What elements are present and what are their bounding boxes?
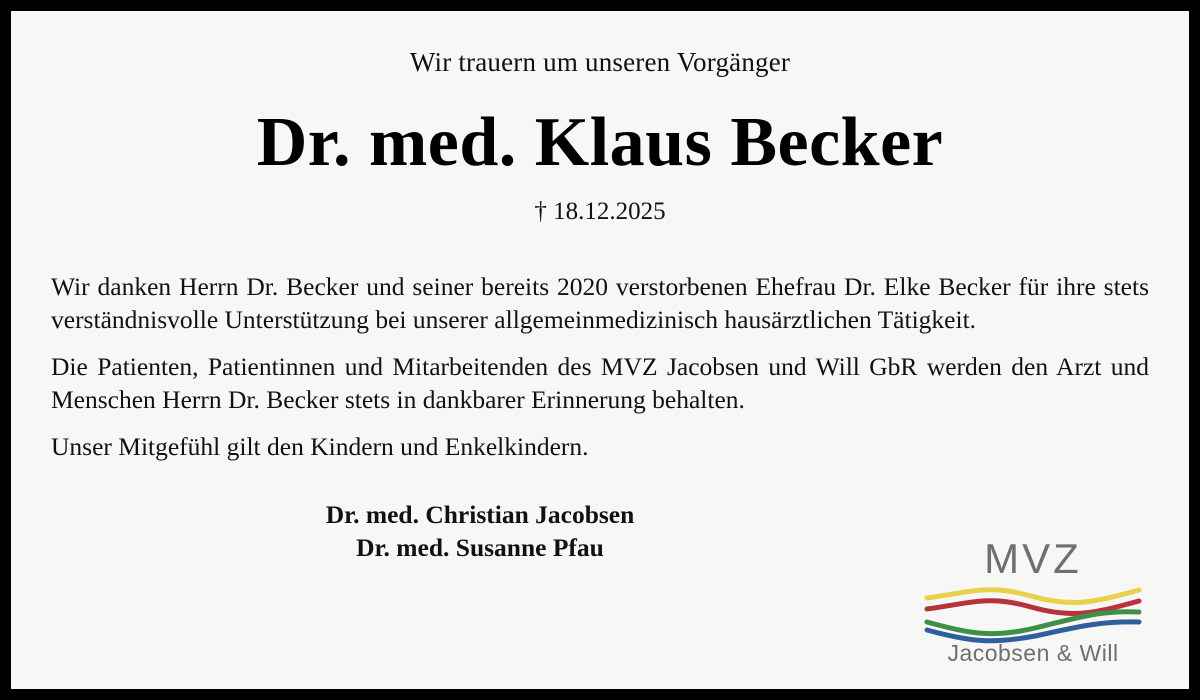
mvz-logo — [923, 535, 1143, 667]
logo-wordmark: MVZ — [984, 535, 1082, 582]
paragraph: Wir danken Herrn Dr. Becker und seiner bereits 2020 verstorbenen Ehefrau Dr. Elke Becker für ihre stets verständnisvolle Unterstützung bei unserer allgemeinmedizinisch hausärztlichen Tätigkeit. — [51, 271, 1149, 335]
deceased-name: Dr. med. Klaus Becker — [256, 104, 944, 181]
logo-swoosh-icon — [923, 582, 1143, 644]
signer-line: Dr. med. Christian Jacobsen — [325, 499, 635, 529]
paragraph: Die Patienten, Patientinnen und Mitarbeitenden des MVZ Jacobsen und Will GbR werden den Arzt und Menschen Herrn Dr. Becker stets in dankbarer Erinnerung behalten. — [51, 351, 1149, 415]
signer-line: Dr. med. Susanne Pfau — [356, 533, 604, 563]
paragraph: Unser Mitgefühl gilt den Kindern und Enkelkindern. — [51, 432, 589, 462]
death-date: † 18.12.2025 — [534, 197, 666, 225]
body-text — [49, 270, 1151, 464]
kicker-line: Wir trauern um unseren Vorgänger — [409, 47, 791, 77]
logo-subtitle: Jacobsen & Will — [947, 640, 1119, 666]
